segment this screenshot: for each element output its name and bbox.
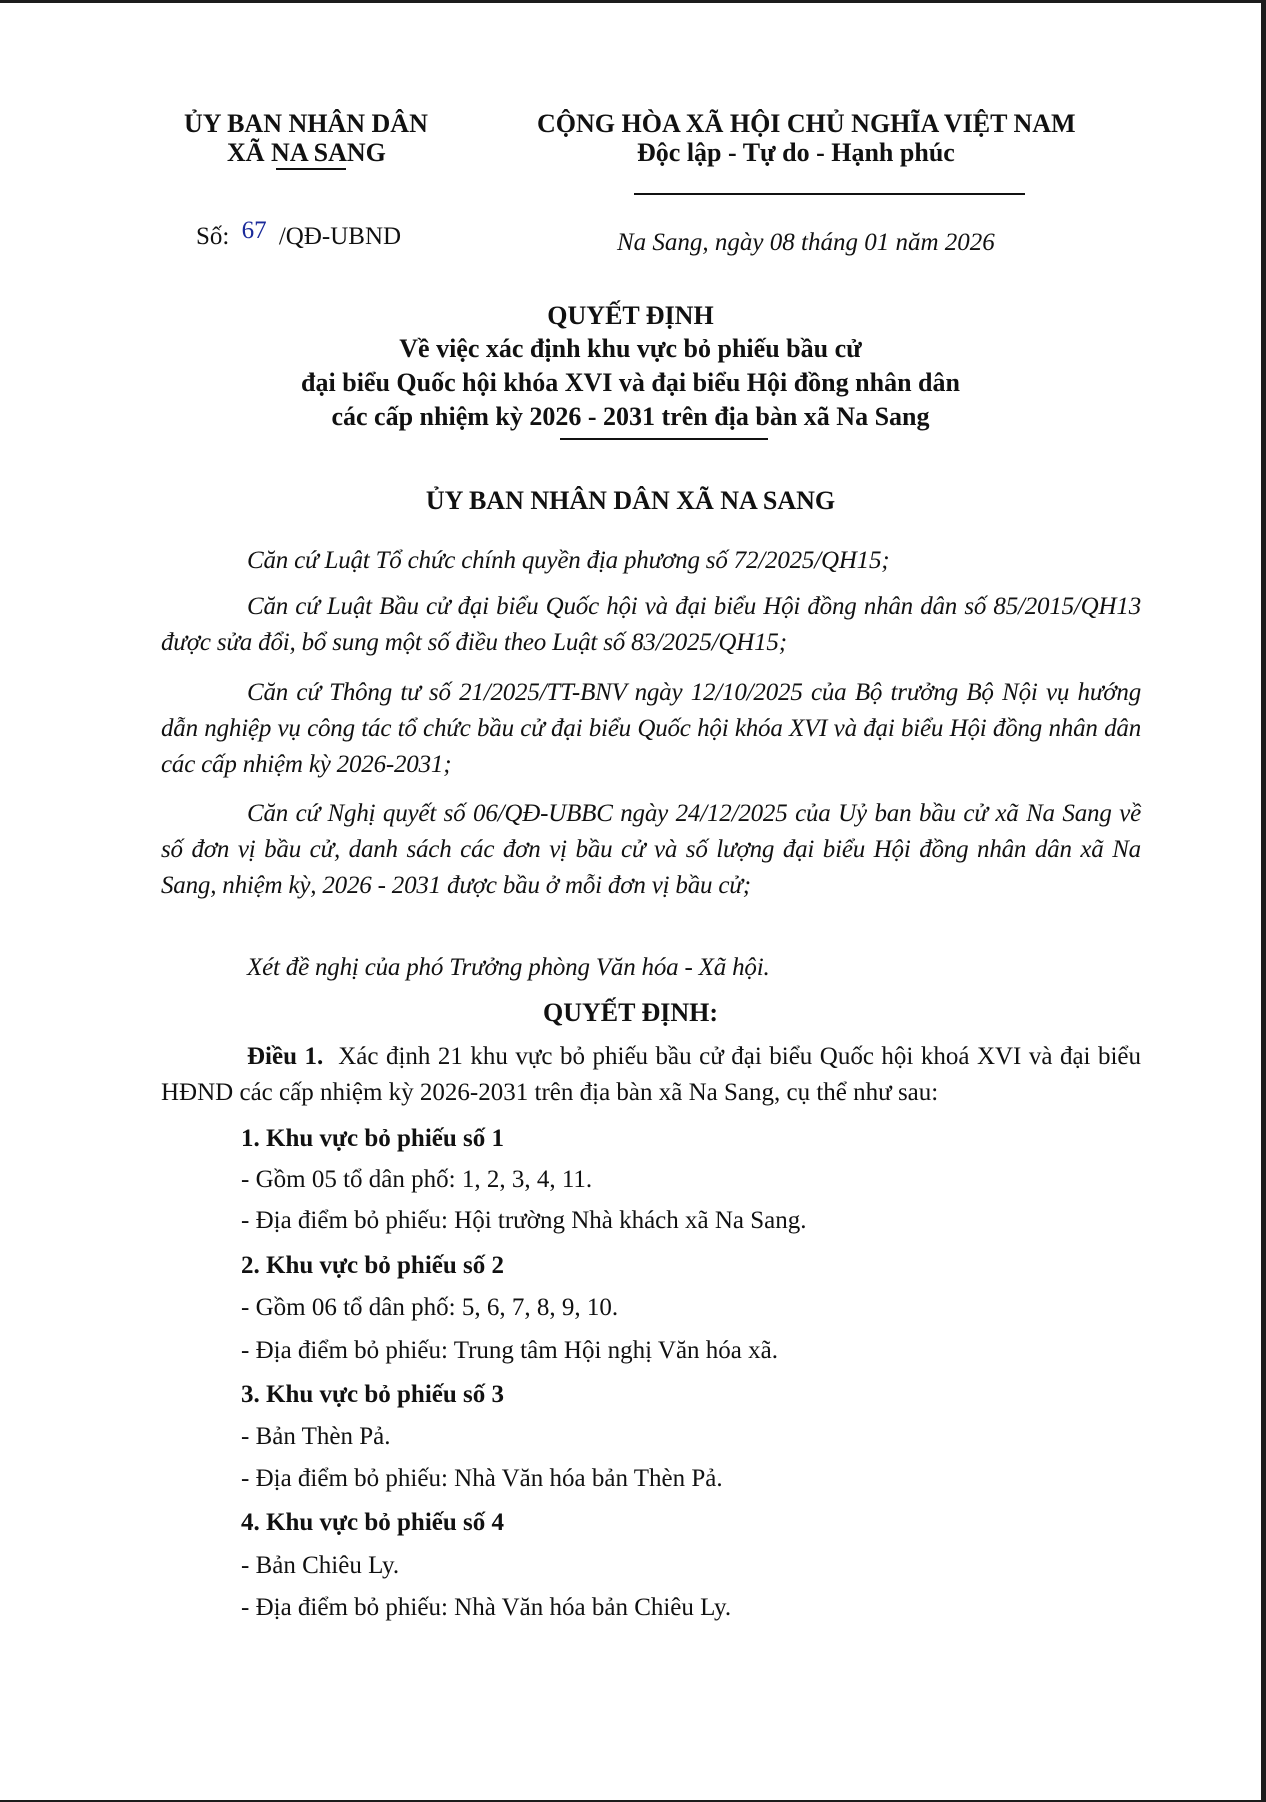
voting-area-3-location: - Địa điểm bỏ phiếu: Nhà Văn hóa bản Thèn Pả. — [241, 1465, 723, 1492]
voting-area-1-members: - Gồm 05 tổ dân phố: 1, 2, 3, 4, 11. — [241, 1166, 593, 1193]
agency-name-line2: XÃ NA SANG — [227, 138, 386, 167]
voting-area-4-heading: 4. Khu vực bỏ phiếu số 4 — [241, 1509, 504, 1536]
voting-area-3-members: - Bản Thèn Pả. — [241, 1423, 391, 1450]
place-date: Na Sang, ngày 08 tháng 01 năm 2026 — [617, 229, 995, 256]
voting-area-2-location: - Địa điểm bỏ phiếu: Trung tâm Hội nghị Văn hóa xã. — [241, 1337, 778, 1364]
voting-area-1-location: - Địa điểm bỏ phiếu: Hội trường Nhà khách xã Na Sang. — [241, 1207, 807, 1234]
voting-area-2-heading: 2. Khu vực bỏ phiếu số 2 — [241, 1252, 504, 1279]
country-name: CỘNG HÒA XÃ HỘI CHỦ NGHĨA VIỆT NAM — [537, 109, 1076, 138]
legal-basis-2: Căn cứ Luật Bầu cử đại biểu Quốc hội và đại biểu Hội đồng nhân dân số 85/2015/QH13 được sửa đổi, bổ sung một số điều theo Luật số 83/2025/QH15; — [161, 593, 1141, 656]
issuing-authority: ỦY BAN NHÂN DÂN XÃ NA SANG — [425, 486, 836, 515]
legal-basis-4: Căn cứ Nghị quyết số 06/QĐ-UBBC ngày 24/12/2025 của Uỷ ban bầu cử xã Na Sang về số đơn vị bầu cử, danh sách các đơn vị bầu cử và số lượng đại biểu Hội đồng nhân dân xã Na Sang, nhiệm kỳ, 2026 - 2031 được bầu ở mỗi đơn vị bầu cử; — [161, 800, 1141, 899]
voting-area-4-location: - Địa điểm bỏ phiếu: Nhà Văn hóa bản Chiêu Ly. — [241, 1594, 732, 1621]
legal-basis-5: Xét đề nghị của phó Trưởng phòng Văn hóa - Xã hội. — [247, 954, 770, 981]
motto-underline — [634, 193, 1025, 195]
agency-name-line1: ỦY BAN NHÂN DÂN — [184, 109, 428, 138]
voting-area-4-members: - Bản Chiêu Ly. — [241, 1552, 400, 1579]
decision-heading: QUYẾT ĐỊNH: — [542, 998, 719, 1027]
article-1-label: Điều 1. — [247, 1043, 324, 1070]
title-line-2: đại biểu Quốc hội khóa XVI và đại biểu Hội đồng nhân dân — [301, 368, 960, 397]
title-underline — [560, 438, 768, 440]
number-value: 67 — [241, 217, 267, 244]
document-type: QUYẾT ĐỊNH — [547, 301, 714, 330]
legal-basis-3: Căn cứ Thông tư số 21/2025/TT-BNV ngày 12/10/2025 của Bộ trưởng Bộ Nội vụ hướng dẫn nghiệp vụ công tác tổ chức bầu cử đại biểu Quốc hội khóa XVI và đại biểu Hội đồng nhân dân các cấp nhiệm kỳ 2026-2031; — [161, 679, 1141, 778]
voting-area-2-members: - Gồm 06 tổ dân phố: 5, 6, 7, 8, 9, 10. — [241, 1294, 619, 1321]
voting-area-3-heading: 3. Khu vực bỏ phiếu số 3 — [241, 1381, 504, 1408]
legal-basis-1: Căn cứ Luật Tổ chức chính quyền địa phương số 72/2025/QH15; — [247, 547, 890, 574]
title-line-1: Về việc xác định khu vực bỏ phiếu bầu cử — [399, 334, 862, 363]
article-1 — [161, 1039, 1141, 1111]
document-number — [196, 217, 402, 251]
number-suffix: /QĐ-UBND — [278, 223, 402, 250]
article-1-text: Xác định 21 khu vực bỏ phiếu bầu cử đại biểu Quốc hội khoá XVI và đại biểu HĐND các cấp nhiệm kỳ 2026-2031 trên địa bàn xã Na Sang, cụ thể như sau: — [161, 1043, 1142, 1106]
agency-underline — [276, 168, 346, 170]
title-line-3: các cấp nhiệm kỳ 2026 - 2031 trên địa bàn xã Na Sang — [331, 402, 930, 431]
document-page — [0, 3, 1261, 1800]
number-label: Số: — [196, 223, 230, 250]
country-motto: Độc lập - Tự do - Hạnh phúc — [637, 138, 955, 167]
voting-area-1-heading: 1. Khu vực bỏ phiếu số 1 — [241, 1125, 504, 1152]
